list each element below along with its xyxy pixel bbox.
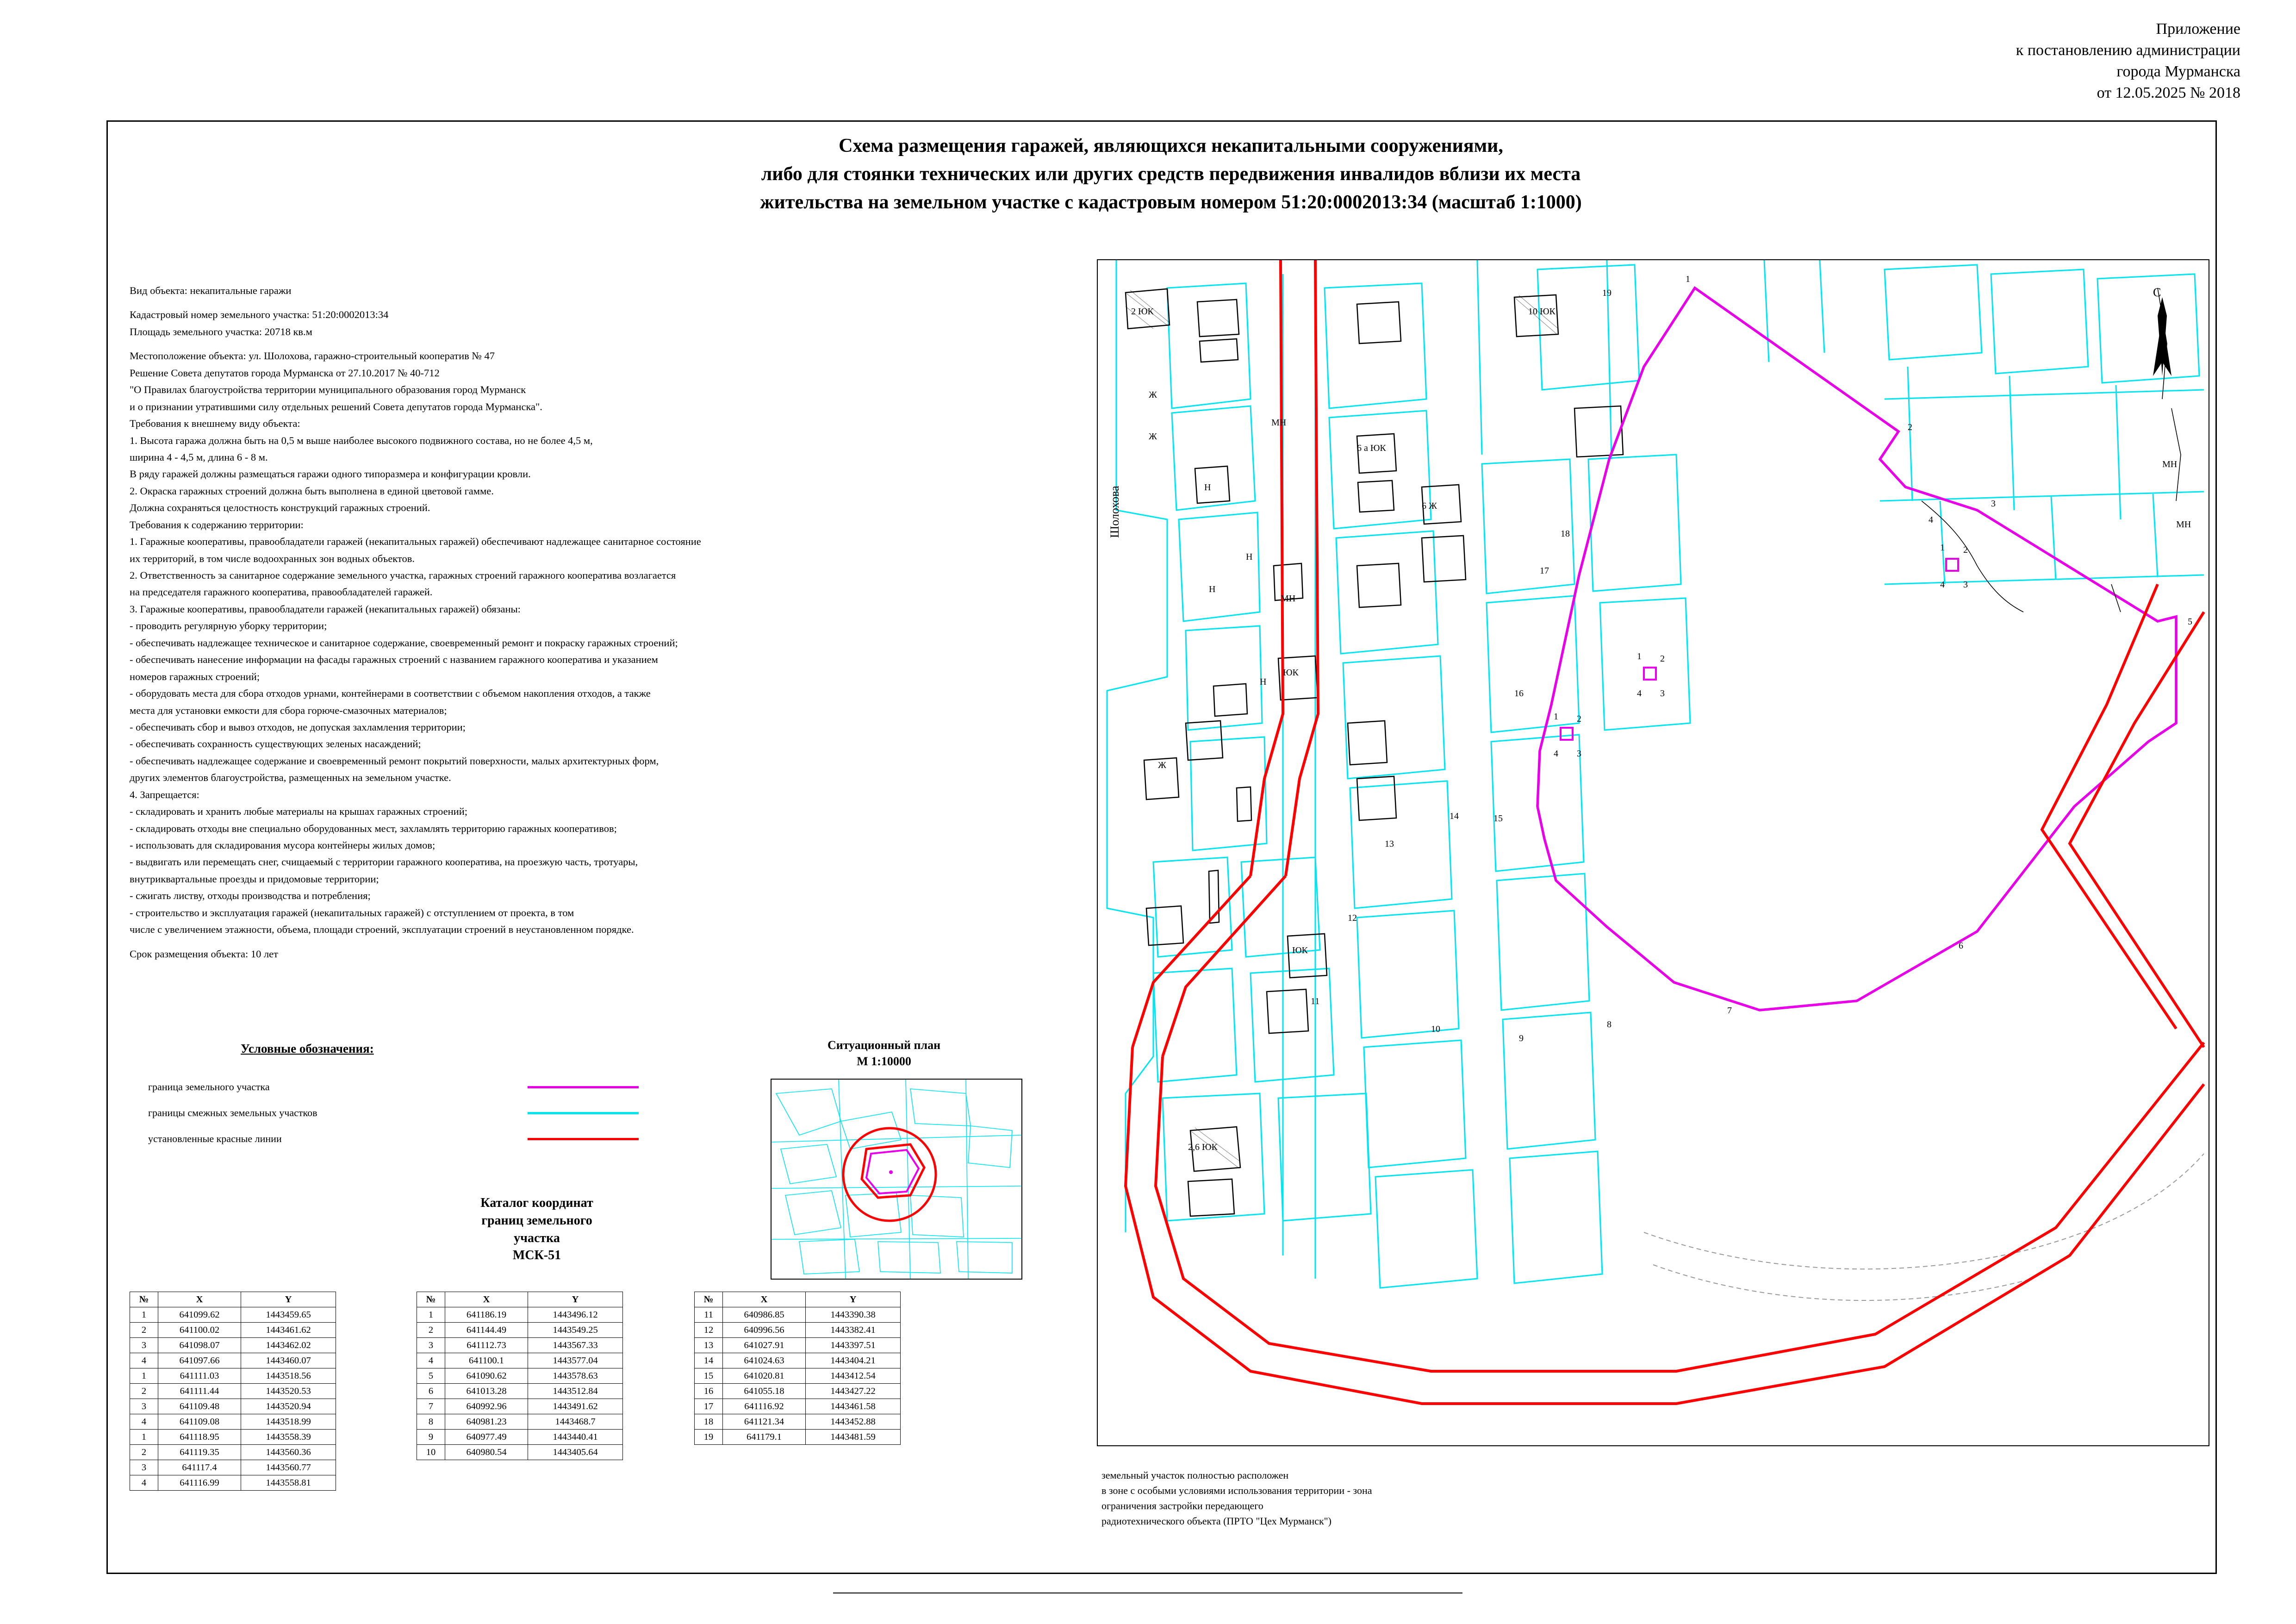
table-row — [695, 1399, 901, 1414]
cell-y: 1443560.36 — [241, 1445, 336, 1460]
cell-num: 8 — [417, 1414, 445, 1430]
cell-x: 641116.92 — [723, 1399, 806, 1414]
table-row — [695, 1414, 901, 1430]
table-row — [130, 1323, 336, 1338]
title-line-2: либо для стоянки технических или других средств передвижения инвалидов вблизи их места — [761, 163, 1581, 185]
table-header-row — [417, 1292, 623, 1307]
cell-x: 641186.19 — [445, 1307, 528, 1323]
cell-num: 3 — [417, 1338, 445, 1353]
cell-num: 2 — [417, 1323, 445, 1338]
table-row — [695, 1384, 901, 1399]
cell-y: 1443520.94 — [241, 1399, 336, 1414]
maintenance-line-5: - проводить регулярную уборку территории; — [130, 620, 327, 632]
map-note — [1101, 1468, 1372, 1529]
situation-plan-title-line-1: Ситуационный план — [827, 1038, 941, 1052]
cell-num: 1 — [417, 1307, 445, 1323]
garage-number: 3 — [1577, 749, 1581, 759]
appendix-block — [2016, 19, 2240, 104]
building-label: 10 ЮК — [1528, 306, 1556, 317]
table-row — [130, 1414, 336, 1430]
cell-y: 1443512.84 — [528, 1384, 623, 1399]
cell-y: 1443459.65 — [241, 1307, 336, 1323]
cell-x: 641121.34 — [723, 1414, 806, 1430]
cell-x: 641111.03 — [158, 1368, 241, 1384]
cell-y: 1443558.81 — [241, 1475, 336, 1491]
column-header-x: X — [445, 1292, 528, 1307]
table-row — [695, 1338, 901, 1353]
building-label: МН — [1281, 593, 1296, 604]
prohibited-line-1: - складировать отходы вне специально оборудованных мест, захламлять территорию гаражных кооперативов; — [130, 822, 617, 834]
vertex-number-8: 8 — [1607, 1019, 1612, 1030]
land-area: Площадь земельного участка: 20718 кв.м — [130, 325, 312, 337]
column-header-y: Y — [241, 1292, 336, 1307]
building-label: 2 ЮК — [1131, 306, 1154, 317]
vertex-number-5: 5 — [2188, 617, 2192, 627]
appendix-line-2: к постановлению администрации — [2016, 41, 2240, 59]
prohibited-header: 4. Запрещается: — [130, 788, 199, 800]
compass-north-label: С — [2153, 286, 2161, 299]
location-line-2: Решение Совета депутатов города Мурманска от 27.10.2017 № 40-712 — [130, 367, 440, 379]
cell-y: 1443491.62 — [528, 1399, 623, 1414]
legend-item-label: установленные красные линии — [148, 1133, 282, 1144]
appendix-line-3: города Мурманска — [2116, 62, 2240, 80]
cell-x: 641098.07 — [158, 1338, 241, 1353]
table-row — [130, 1430, 336, 1445]
catalog-title-line-3: участка — [514, 1230, 560, 1245]
cell-x: 641109.08 — [158, 1414, 241, 1430]
building-label: 6 а ЮК — [1357, 443, 1386, 453]
table-row — [130, 1338, 336, 1353]
prohibited-line-2: - использовать для складирования мусора контейнеры жилых домов; — [130, 839, 436, 851]
vertex-number-15: 15 — [1493, 813, 1503, 824]
building-label: Н — [1246, 552, 1253, 562]
column-header-num: № — [695, 1292, 723, 1307]
cell-y: 1443462.02 — [241, 1338, 336, 1353]
cell-x: 641117.4 — [158, 1460, 241, 1475]
cell-y: 1443567.33 — [528, 1338, 623, 1353]
title-line-1: Схема размещения гаражей, являющихся некапитальными сооружениями, — [839, 135, 1503, 156]
map-note-line-2: ограничения застройки передающего — [1101, 1500, 1263, 1512]
table-row — [695, 1368, 901, 1384]
building-label: Ж — [1158, 760, 1166, 770]
building-label: ЮК — [1283, 668, 1299, 678]
cell-x: 641055.18 — [723, 1384, 806, 1399]
vertex-number-12: 12 — [1348, 913, 1357, 923]
garage-number: 3 — [1963, 580, 1968, 590]
legend-item-label: граница земельного участка — [148, 1081, 270, 1093]
cell-x: 640996.56 — [723, 1323, 806, 1338]
column-header-y: Y — [528, 1292, 623, 1307]
vertex-number-3: 3 — [1991, 499, 1996, 509]
table-row — [417, 1307, 623, 1323]
vertex-number-11: 11 — [1311, 996, 1320, 1006]
table-row — [417, 1353, 623, 1368]
legend-item-label: границы смежных земельных участков — [148, 1107, 317, 1118]
placement-term: Срок размещения объекта: 10 лет — [130, 948, 278, 960]
vertex-number-4: 4 — [1929, 515, 1933, 525]
prohibited-line-0: - складировать и хранить любые материалы на крышах гаражных строений; — [130, 806, 468, 818]
situation-plan-map — [771, 1079, 1022, 1280]
cell-x: 640980.54 — [445, 1445, 528, 1460]
appearance-header: Требования к внешнему виду объекта: — [130, 418, 300, 430]
cell-x: 641013.28 — [445, 1384, 528, 1399]
building-label: 2,6 ЮК — [1188, 1142, 1218, 1152]
prohibited-line-3: - выдвигать или перемещать снег, счищаемый с территории гаражного кооператива, на проезжую часть, тротуары, — [130, 856, 638, 868]
building-label: МН — [2162, 459, 2178, 469]
maintenance-header: Требования к содержанию территории: — [130, 518, 304, 531]
building-label: Н — [1204, 482, 1211, 493]
cell-num: 3 — [130, 1460, 158, 1475]
table-header-row — [130, 1292, 336, 1307]
building-label: 6 Ж — [1422, 501, 1437, 511]
maintenance-line-12: - обеспечивать сохранность существующих зеленых насаждений; — [130, 738, 421, 750]
cell-num: 12 — [695, 1323, 723, 1338]
table-row — [695, 1430, 901, 1445]
catalog-title-line-2: границ земельного — [481, 1213, 592, 1228]
vertex-number-10: 10 — [1431, 1024, 1440, 1034]
building-label: МН — [1271, 418, 1287, 428]
location-line-4: и о признании утратившими силу отдельных решений Совета депутатов города Мурманска". — [130, 400, 542, 412]
coordinates-table-2 — [417, 1292, 623, 1460]
maintenance-line-7: - обеспечивать нанесение информации на фасады гаражных строений с названием гаражного кооператива и указанием — [130, 654, 658, 666]
cell-x: 641179.1 — [723, 1430, 806, 1445]
cell-x: 641119.35 — [158, 1445, 241, 1460]
legend-line-boundary — [528, 1086, 639, 1088]
table-row — [130, 1353, 336, 1368]
cell-y: 1443460.07 — [241, 1353, 336, 1368]
cell-num: 2 — [130, 1445, 158, 1460]
cell-num: 19 — [695, 1430, 723, 1445]
cell-y: 1443452.88 — [806, 1414, 901, 1430]
cell-num: 6 — [417, 1384, 445, 1399]
cell-num: 17 — [695, 1399, 723, 1414]
appearance-line-2: В ряду гаражей должны размещаться гаражи одного типоразмера и конфигурации кровли. — [130, 468, 531, 480]
cell-x: 641020.81 — [723, 1368, 806, 1384]
catalog-title-line-4: МСК-51 — [512, 1248, 561, 1263]
title-line-3: жительства на земельном участке с кадастровым номером 51:20:0002013:34 (масштаб 1:1000) — [760, 191, 1582, 213]
legend-item — [139, 1074, 685, 1100]
cell-y: 1443440.41 — [528, 1430, 623, 1445]
object-type: Вид объекта: некапитальные гаражи — [130, 285, 292, 296]
cell-num: 1 — [130, 1307, 158, 1323]
table-row — [417, 1368, 623, 1384]
column-header-num: № — [130, 1292, 158, 1307]
garage-number: 2 — [1577, 714, 1581, 724]
maintenance-line-9: - оборудовать места для сбора отходов урнами, контейнерами в соответствии с объемом накопления отходов, а также — [130, 687, 651, 700]
maintenance-line-8: номеров гаражных строений; — [130, 670, 260, 682]
vertex-number-9: 9 — [1519, 1033, 1524, 1043]
cell-y: 1443577.04 — [528, 1353, 623, 1368]
vertex-number-6: 6 — [1959, 941, 1963, 951]
garage-number: 2 — [1963, 545, 1968, 555]
street-label-sholokhova: Шолохова — [1108, 486, 1121, 538]
map-note-line-0: земельный участок полностью расположен — [1101, 1469, 1289, 1481]
situation-plan-title-line-2: М 1:10000 — [857, 1055, 911, 1068]
table-row — [695, 1323, 901, 1338]
cell-x: 641111.44 — [158, 1384, 241, 1399]
cell-y: 1443382.41 — [806, 1323, 901, 1338]
legend-item — [139, 1100, 685, 1126]
cell-y: 1443520.53 — [241, 1384, 336, 1399]
situation-plan-title — [754, 1037, 1014, 1069]
vertex-number-1: 1 — [1686, 274, 1690, 284]
table-row — [417, 1414, 623, 1430]
cell-num: 2 — [130, 1384, 158, 1399]
table-row — [130, 1475, 336, 1491]
legend-line-adjacent — [528, 1112, 639, 1114]
cell-num: 3 — [130, 1399, 158, 1414]
garage-number: 2 — [1660, 654, 1665, 664]
cell-num: 11 — [695, 1307, 723, 1323]
table-row — [130, 1445, 336, 1460]
column-header-y: Y — [806, 1292, 901, 1307]
cell-x: 641109.48 — [158, 1399, 241, 1414]
maintenance-line-0: 1. Гаражные кооперативы, правообладатели гаражей (некапитальных гаражей) обеспечивают надлежащее санитарное состояние — [130, 536, 701, 548]
appearance-line-3: 2. Окраска гаражных строений должна быть выполнена в единой цветовой гамме. — [130, 485, 494, 497]
prohibited-line-7: числе с увеличением этажности, объема, площади строений, эксплуатации строений в неустановленном порядке. — [130, 924, 634, 936]
cell-y: 1443518.56 — [241, 1368, 336, 1384]
garage-number: 4 — [1554, 749, 1558, 759]
cell-num: 4 — [130, 1475, 158, 1491]
cell-y: 1443461.62 — [241, 1323, 336, 1338]
cell-x: 641112.73 — [445, 1338, 528, 1353]
cell-x: 641097.66 — [158, 1353, 241, 1368]
maintenance-line-1: их территорий, в том числе водоохранных зон водных объектов. — [130, 552, 415, 564]
cell-x: 640981.23 — [445, 1414, 528, 1430]
table-row — [130, 1460, 336, 1475]
table-row — [417, 1338, 623, 1353]
building-label: Н — [1209, 584, 1216, 594]
maintenance-line-2: 2. Ответственность за санитарное содержание земельного участка, гаражных строений гаражного кооператива возлагается — [130, 569, 676, 581]
catalog-title-line-1: Каталог координат — [480, 1196, 593, 1210]
cell-x: 640986.85 — [723, 1307, 806, 1323]
table-row — [417, 1399, 623, 1414]
prohibited-line-5: - сжигать листву, отходы производства и потребления; — [130, 890, 371, 902]
garage-number: 1 — [1940, 543, 1945, 553]
cell-num: 4 — [130, 1414, 158, 1430]
cell-x: 641024.63 — [723, 1353, 806, 1368]
cell-num: 2 — [130, 1323, 158, 1338]
cell-x: 641099.62 — [158, 1307, 241, 1323]
maintenance-line-4: 3. Гаражные кооперативы, правообладатели гаражей (некапитальных гаражей) обязаны: — [130, 603, 521, 615]
maintenance-line-10: места для установки емкости для сбора горюче-смазочных материалов; — [130, 704, 447, 716]
table-row — [130, 1307, 336, 1323]
cell-x: 641116.99 — [158, 1475, 241, 1491]
vertex-number-17: 17 — [1540, 566, 1549, 576]
legend-title: Условные обозначения: — [241, 1042, 374, 1056]
maintenance-line-13: - обеспечивать надлежащее содержание и своевременный ремонт покрытий поверхности, малых архитектурных форм, — [130, 755, 659, 767]
cell-num: 9 — [417, 1430, 445, 1445]
building-label: ЮК — [1292, 945, 1308, 956]
building-label: Ж — [1149, 431, 1157, 442]
cell-y: 1443558.39 — [241, 1430, 336, 1445]
table-row — [130, 1399, 336, 1414]
garage-number: 4 — [1637, 688, 1642, 699]
cadastral-number: Кадастровый номер земельного участка: 51:20:0002013:34 — [130, 309, 389, 321]
table-row — [417, 1430, 623, 1445]
cell-x: 641118.95 — [158, 1430, 241, 1445]
vertex-number-7: 7 — [1727, 1006, 1732, 1016]
cell-num: 5 — [417, 1368, 445, 1384]
location-line-3: "О Правилах благоустройства территории муниципального образования город Мурманск — [130, 384, 526, 396]
garage-number: 1 — [1637, 651, 1642, 662]
vertex-number-16: 16 — [1514, 688, 1524, 699]
cell-x: 641090.62 — [445, 1368, 528, 1384]
cell-y: 1443390.38 — [806, 1307, 901, 1323]
document-title — [417, 132, 1925, 217]
column-header-x: X — [158, 1292, 241, 1307]
table-header-row — [695, 1292, 901, 1307]
cell-num: 14 — [695, 1353, 723, 1368]
legend-line-redline — [528, 1138, 639, 1140]
cell-y: 1443412.54 — [806, 1368, 901, 1384]
legend-item — [139, 1126, 685, 1152]
building-label: МН — [2176, 519, 2191, 530]
table-row — [417, 1323, 623, 1338]
cell-x: 640977.49 — [445, 1430, 528, 1445]
cadastral-map-svg — [1098, 260, 2209, 1445]
maintenance-line-6: - обеспечивать надлежащее техническое и санитарное содержание, своевременный ремонт и покраску гаражных строений; — [130, 637, 678, 649]
garage-number: 1 — [1554, 712, 1558, 722]
column-header-x: X — [723, 1292, 806, 1307]
vertex-number-19: 19 — [1602, 288, 1612, 298]
maintenance-line-3: на председателя гаражного кооператива, правообладателей гаражей. — [130, 586, 433, 598]
table-row — [695, 1353, 901, 1368]
vertex-number-14: 14 — [1450, 811, 1459, 821]
map-note-line-1: в зоне с особыми условиями использования территории - зона — [1101, 1485, 1372, 1496]
cell-y: 1443549.25 — [528, 1323, 623, 1338]
location-line-1: Местоположение объекта: ул. Шолохова, гаражно-строительный кооператив № 47 — [130, 350, 495, 362]
cell-x: 641027.91 — [723, 1338, 806, 1353]
cell-x: 641144.49 — [445, 1323, 528, 1338]
cell-y: 1443427.22 — [806, 1384, 901, 1399]
appearance-line-1: ширина 4 - 4,5 м, длина 6 - 8 м. — [130, 451, 268, 463]
vertex-number-13: 13 — [1385, 839, 1394, 849]
column-header-num: № — [417, 1292, 445, 1307]
cell-num: 16 — [695, 1384, 723, 1399]
cell-num: 18 — [695, 1414, 723, 1430]
cell-y: 1443481.59 — [806, 1430, 901, 1445]
building-label: Ж — [1149, 390, 1157, 400]
cell-num: 15 — [695, 1368, 723, 1384]
table-row — [695, 1307, 901, 1323]
map-note-line-3: радиотехнического объекта (ПРТО "Цех Мурманск") — [1101, 1515, 1332, 1527]
cell-y: 1443518.99 — [241, 1414, 336, 1430]
vertex-number-18: 18 — [1561, 529, 1570, 539]
cell-y: 1443578.63 — [528, 1368, 623, 1384]
appendix-line-4: от 12.05.2025 № 2018 — [2097, 84, 2240, 101]
cell-y: 1443468.7 — [528, 1414, 623, 1430]
cadastral-map — [1097, 259, 2209, 1446]
cell-num: 10 — [417, 1445, 445, 1460]
maintenance-line-11: - обеспечивать сбор и вывоз отходов, не допуская захламления территории; — [130, 721, 466, 733]
table-row — [130, 1368, 336, 1384]
cell-y: 1443461.58 — [806, 1399, 901, 1414]
cell-num: 3 — [130, 1338, 158, 1353]
table-row — [130, 1384, 336, 1399]
coordinates-catalog-title — [398, 1194, 676, 1264]
building-label: Н — [1260, 677, 1267, 687]
cell-num: 4 — [417, 1353, 445, 1368]
cell-num: 4 — [130, 1353, 158, 1368]
prohibited-line-6: - строительство и эксплуатация гаражей (некапитальных гаражей) с отступлением от проекта, в том — [130, 906, 574, 918]
cell-num: 1 — [130, 1430, 158, 1445]
cell-x: 641100.1 — [445, 1353, 528, 1368]
table-row — [417, 1445, 623, 1460]
appendix-line-1: Приложение — [2156, 20, 2240, 37]
appearance-line-0: 1. Высота гаража должна быть на 0,5 м выше наиболее высокого подвижного состава, но не более 4,5 м, — [130, 434, 593, 446]
cell-num: 13 — [695, 1338, 723, 1353]
table-row — [417, 1384, 623, 1399]
coordinates-table-3 — [694, 1292, 901, 1445]
cell-y: 1443560.77 — [241, 1460, 336, 1475]
cell-x: 641100.02 — [158, 1323, 241, 1338]
vertex-number-2: 2 — [1908, 422, 1912, 432]
garage-number: 4 — [1940, 580, 1945, 590]
description-block — [130, 282, 1083, 962]
cell-y: 1443405.64 — [528, 1445, 623, 1460]
maintenance-line-14: других элементов благоустройства, размещенных на земельном участке. — [130, 772, 451, 784]
situation-plan-svg — [772, 1080, 1021, 1279]
cell-num: 7 — [417, 1399, 445, 1414]
garage-number: 3 — [1660, 688, 1665, 699]
cell-num: 1 — [130, 1368, 158, 1384]
coordinates-table-1 — [130, 1292, 336, 1491]
cell-y: 1443404.21 — [806, 1353, 901, 1368]
cell-y: 1443397.51 — [806, 1338, 901, 1353]
cell-y: 1443496.12 — [528, 1307, 623, 1323]
legend-block — [139, 1074, 685, 1152]
prohibited-line-4: внутриквартальные проезды и придомовые территории; — [130, 873, 379, 885]
cell-x: 640992.96 — [445, 1399, 528, 1414]
appearance-line-4: Должна сохраняться целостность конструкций гаражных строений. — [130, 502, 430, 514]
